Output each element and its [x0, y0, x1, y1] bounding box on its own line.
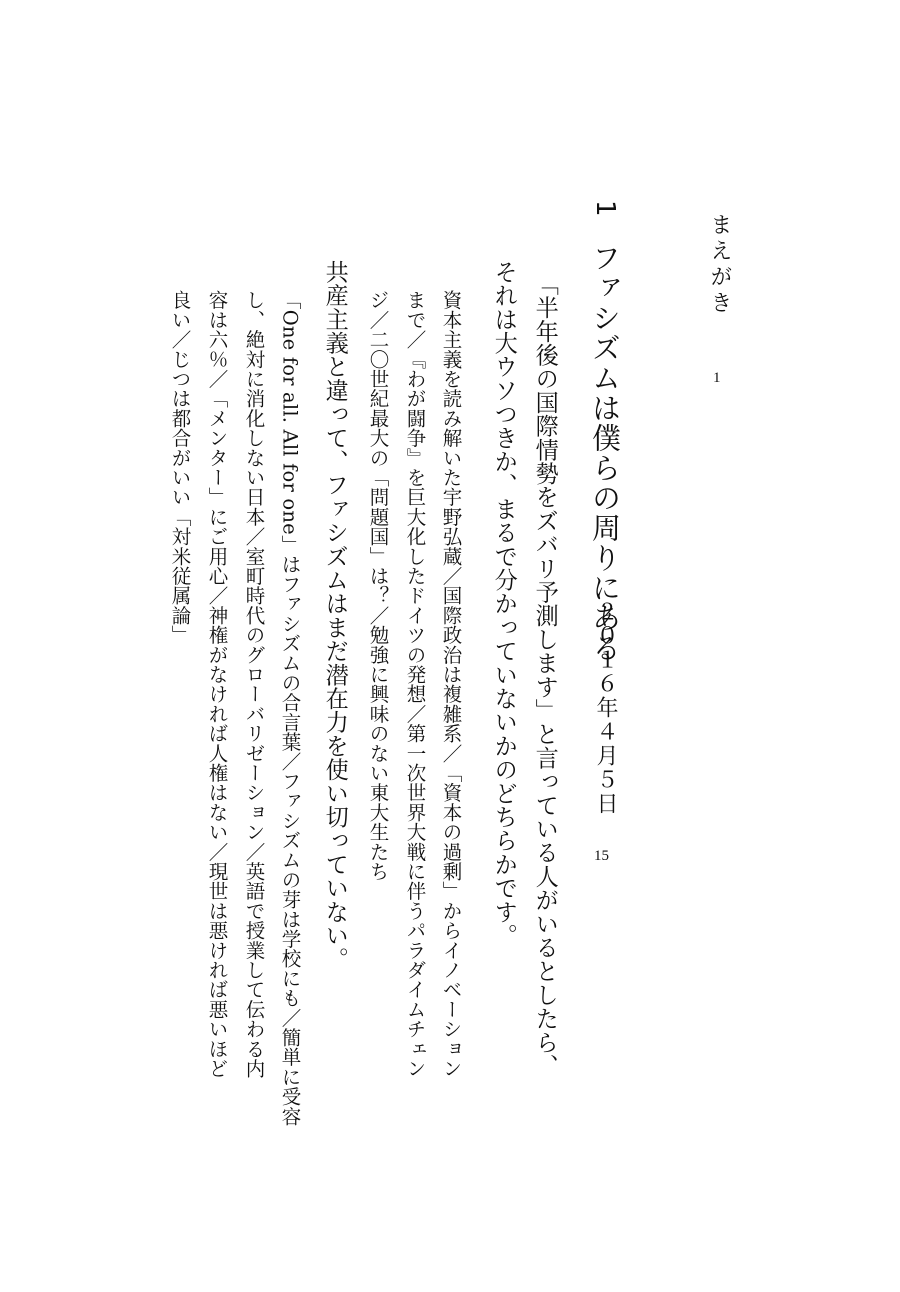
chapter-number: 1 [590, 200, 620, 217]
section-1-items-line-2: まで／『わが闘争』を巨大化したドイツの発想／第一次世界大戦に伴うパラダイムチェン [403, 290, 427, 1078]
chapter-date: ２０１６年４月５日 [593, 600, 618, 816]
section-1-heading-line-1: 「半年後の国際情勢をズバリ予測します」と言っている人がいるとしたら、 [531, 272, 559, 1078]
chapter-title[interactable]: ファシズムは僕らの周りにある [588, 243, 622, 663]
section-2-heading-line-1: 共産主義と違って、ファシズムはまだ潜在力を使い切っていない。 [321, 260, 349, 971]
section-1-heading-line-2: それは大ウソつきか、まるで分かっていないかのどちらかです。 [490, 260, 518, 948]
section-2-items-line-1: 「One for all. All for one」はファシズムの合言葉／ファシズムの芽は学校にも／簡単に受容 [278, 290, 302, 1126]
chapter-page-number: 15 [594, 848, 609, 864]
section-1-items-line-3: ジ／二〇世紀最大の「問題国」は？／勉強に興味のない東大生たち [366, 290, 390, 881]
preface-title: まえがき [707, 213, 732, 317]
section-1-items-line-1: 資本主義を読み解いた宇野弘蔵／国際政治は複雑系／「資本の過剰」からイノベーション [439, 290, 463, 1078]
preface-page-number: 1 [713, 370, 721, 386]
section-2-items-line-2: し、絶対に消化しない日本／室町時代のグローバリゼーション／英語で授業して伝わる内 [242, 290, 266, 1078]
section-2-items-line-4: 良い／じつは都合がいい「対米従属論」 [168, 290, 192, 645]
toc-entry-preface[interactable] [708, 213, 730, 317]
section-2-items-line-3: 容は六％／「メンター」にご用心／神権がなければ人権はない／現世は悪ければ悪いほど [205, 290, 229, 1078]
